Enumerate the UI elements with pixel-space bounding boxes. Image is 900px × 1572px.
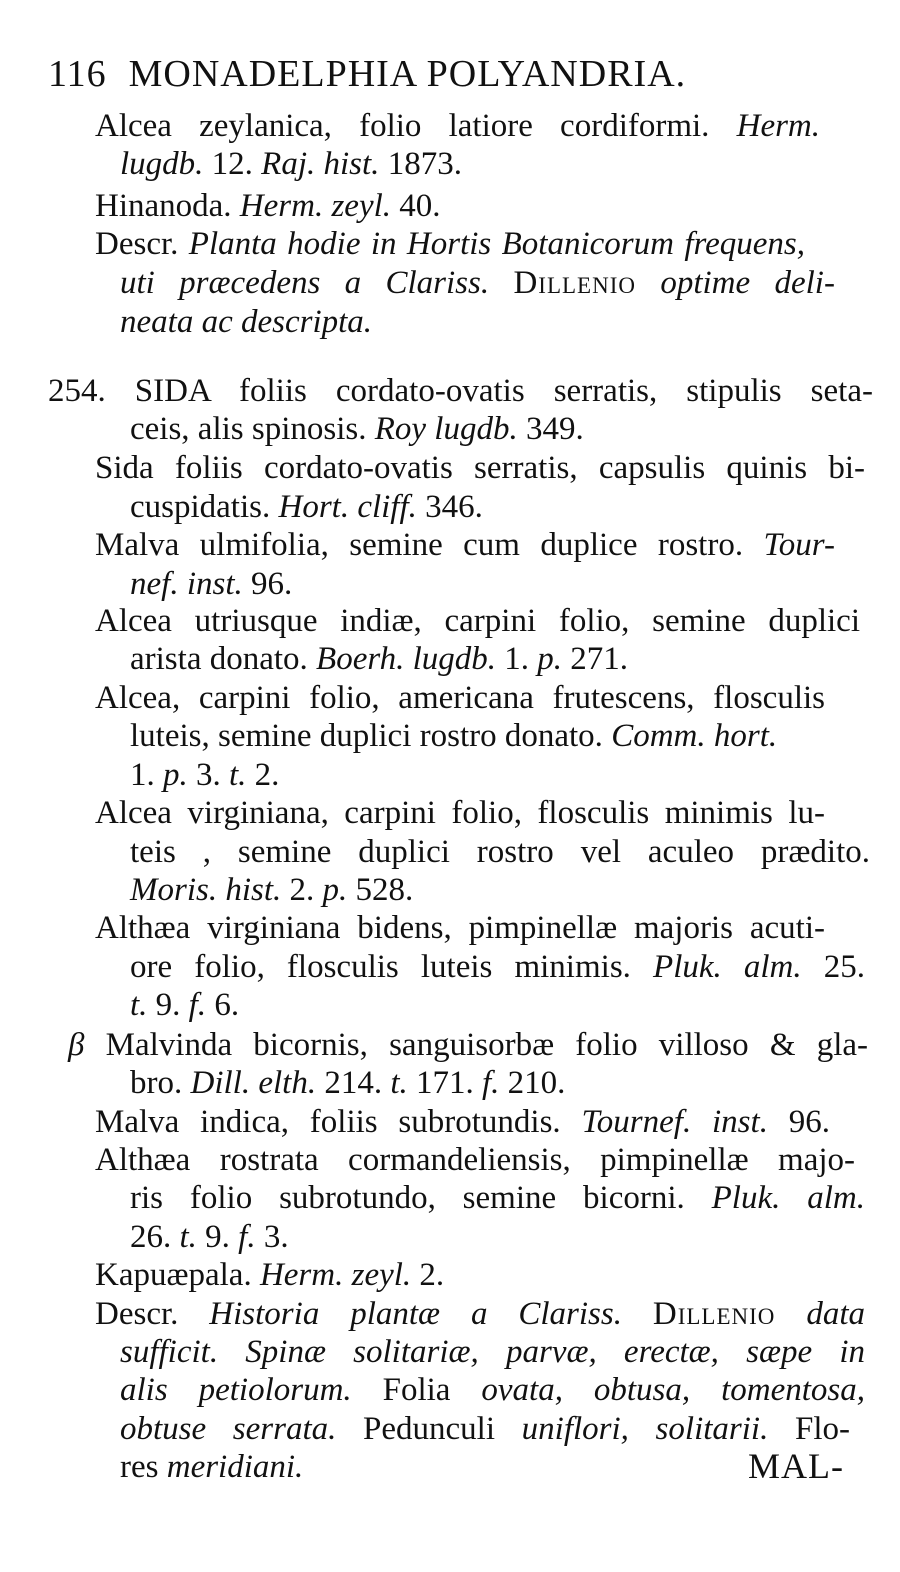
small-caps-name: Dillenio: [513, 265, 636, 301]
text-line: [95, 1298, 865, 1331]
text-line: [130, 759, 279, 792]
text-line: [95, 1259, 444, 1292]
italic-text: Historia plantæ a Clariss.: [209, 1296, 653, 1332]
text-line: [130, 643, 628, 676]
text-run: luteis, semine duplici rostro donato.: [130, 718, 612, 754]
text-run: 12.: [203, 146, 262, 182]
italic-text: Herm. zeyl.: [239, 188, 392, 224]
text-run: bro.: [130, 1065, 191, 1101]
italic-text: p.: [537, 641, 563, 677]
text-line: [95, 452, 865, 485]
text-run: Pedunculi: [336, 1411, 522, 1447]
variety-marker: β: [68, 1027, 85, 1063]
text-line: [130, 1067, 565, 1100]
italic-text: alis petiolorum.: [120, 1372, 352, 1408]
text-line: [120, 148, 462, 181]
italic-text: t.: [229, 757, 247, 793]
text-line: [95, 682, 825, 715]
text-run: 2.: [411, 1257, 445, 1293]
running-header: [48, 52, 686, 96]
text-run: 9.: [147, 987, 189, 1023]
italic-text: lugdb.: [120, 146, 204, 182]
text-line: [130, 1182, 865, 1215]
italic-text: Moris. hist.: [130, 872, 282, 908]
text-run: Malva ulmifolia, semine cum duplice rostro.: [95, 527, 764, 563]
text-line: [95, 110, 820, 143]
text-run: 96.: [242, 566, 293, 602]
text-line: [120, 1413, 850, 1446]
text-run: 2.: [281, 872, 323, 908]
text-run: 210.: [499, 1065, 566, 1101]
text-run: 25.: [801, 949, 865, 985]
text-run: Folia: [351, 1372, 482, 1408]
text-line: [48, 375, 873, 408]
text-run: Descr.: [95, 226, 189, 262]
text-run: 214.: [316, 1065, 391, 1101]
text-line: [120, 306, 372, 339]
text-run: 6.: [206, 987, 240, 1023]
text-run: Malvinda bicornis, sanguisorbæ folio villoso & gla-: [84, 1027, 869, 1063]
text-run: arista donato.: [130, 641, 317, 677]
italic-text: Roy lugdb.: [374, 411, 518, 447]
text-run: 171.: [407, 1065, 482, 1101]
text-run: ore folio, flosculis luteis minimis.: [130, 949, 654, 985]
text-run: 40.: [391, 188, 441, 224]
text-line: [130, 874, 413, 907]
italic-text: data: [775, 1296, 865, 1332]
text-run: 346.: [416, 489, 483, 525]
italic-text: Herm. zeyl.: [259, 1257, 412, 1293]
text-run: 1.: [496, 641, 538, 677]
text-line: [95, 1144, 855, 1177]
text-run: 3.: [187, 757, 229, 793]
italic-text: uti præcedens a Clariss.: [120, 265, 514, 301]
text-line: [95, 190, 441, 223]
italic-text: ovata, obtusa, tomentosa,: [481, 1372, 865, 1408]
text-line: [95, 529, 835, 562]
text-run: 3.: [255, 1219, 289, 1255]
italic-text: f.: [238, 1219, 256, 1255]
italic-text: Pluk. alm.: [711, 1180, 865, 1216]
text-run: 2.: [246, 757, 280, 793]
text-line: [130, 951, 865, 984]
text-line: [95, 912, 825, 945]
text-run: Alcea, carpini folio, americana frutescens, flosculis: [95, 680, 825, 716]
text-run: teis , semine duplici rostro vel aculeo prædito.: [130, 834, 871, 870]
text-line: [95, 228, 805, 261]
italic-text: Raj. hist.: [261, 146, 380, 182]
italic-text: sufficit. Spinæ solitariæ, parvæ, erectæ, sæpe in: [120, 1334, 865, 1370]
text-run: Malva indica, foliis subrotundis.: [95, 1104, 582, 1140]
text-run: 96.: [767, 1104, 831, 1140]
italic-text: t.: [390, 1065, 408, 1101]
text-run: res: [120, 1449, 167, 1485]
text-run: Sida foliis cordato-ovatis serratis, capsulis quinis bi-: [95, 450, 866, 486]
text-line: [95, 1106, 830, 1139]
text-run: 349.: [517, 411, 584, 447]
italic-text: uniflori, solitarii.: [521, 1411, 769, 1447]
italic-text: t.: [130, 987, 148, 1023]
italic-text: Planta hodie in Hortis Botanicorum frequens,: [188, 226, 806, 262]
italic-text: nef. inst.: [130, 566, 243, 602]
text-run: Althæa rostrata cormandeliensis, pimpinellæ majo-: [95, 1142, 855, 1178]
italic-text: f.: [188, 987, 207, 1023]
italic-text: Tournef. inst.: [581, 1104, 768, 1140]
text-run: Kapuæpala.: [95, 1257, 260, 1293]
italic-text: optime deli-: [636, 265, 835, 301]
text-line: [95, 605, 860, 638]
running-title: MONADELPHIA POLYANDRIA.: [128, 53, 687, 95]
small-caps-name: Dillenio: [652, 1296, 776, 1332]
text-run: Alcea utriusque indiæ, carpini folio, semine duplici: [95, 603, 860, 639]
page-number: 116: [48, 53, 107, 95]
text-line: [120, 267, 835, 300]
text-run: Descr.: [95, 1296, 210, 1332]
text-run: Hinanoda.: [95, 188, 240, 224]
italic-text: obtuse serrata.: [120, 1411, 337, 1447]
text-line: [120, 1451, 303, 1484]
italic-text: p.: [322, 872, 348, 908]
text-line: [130, 413, 584, 446]
text-run: 528.: [347, 872, 414, 908]
text-run: 26.: [130, 1219, 180, 1255]
italic-text: f.: [482, 1065, 500, 1101]
italic-text: Pluk. alm.: [653, 949, 802, 985]
text-line: [120, 1374, 865, 1407]
text-run: Alcea zeylanica, folio latiore cordiformi.: [95, 108, 737, 144]
text-line: [68, 1029, 868, 1062]
italic-text: Dill. elth.: [190, 1065, 317, 1101]
text-run: cuspidatis.: [130, 489, 279, 525]
text-line: [130, 491, 483, 524]
text-line: [130, 1221, 289, 1254]
italic-text: Comm. hort.: [611, 718, 778, 754]
italic-text: p.: [163, 757, 188, 793]
italic-text: neata ac descripta.: [120, 304, 373, 340]
text-run: 1.: [130, 757, 163, 793]
italic-text: Herm.: [736, 108, 821, 144]
italic-text: meridiani.: [166, 1449, 304, 1485]
text-run: 1873.: [379, 146, 462, 182]
text-line: [130, 989, 239, 1022]
catchword: MAL-: [748, 1446, 844, 1486]
text-run: ris folio subrotundo, semine bicorni.: [130, 1180, 712, 1216]
text-line: [130, 836, 870, 869]
text-run: Althæa virginiana bidens, pimpinellæ majoris acuti-: [95, 910, 825, 946]
text-run: 254. SIDA foliis cordato-ovatis serratis, stipulis seta-: [48, 373, 873, 409]
text-run: ceis, alis spinosis.: [130, 411, 375, 447]
italic-text: Hort. cliff.: [278, 489, 417, 525]
italic-text: Boerh. lugdb.: [316, 641, 497, 677]
text-run: Alcea virginiana, carpini folio, flosculis minimis lu-: [95, 795, 826, 831]
text-run: Flo-: [768, 1411, 850, 1447]
text-line: [120, 1336, 865, 1369]
italic-text: t.: [179, 1219, 197, 1255]
text-line: [130, 568, 292, 601]
text-run: 271.: [562, 641, 629, 677]
text-line: [130, 720, 777, 753]
italic-text: Tour-: [763, 527, 835, 563]
text-line: [95, 797, 825, 830]
text-run: 9.: [196, 1219, 239, 1255]
